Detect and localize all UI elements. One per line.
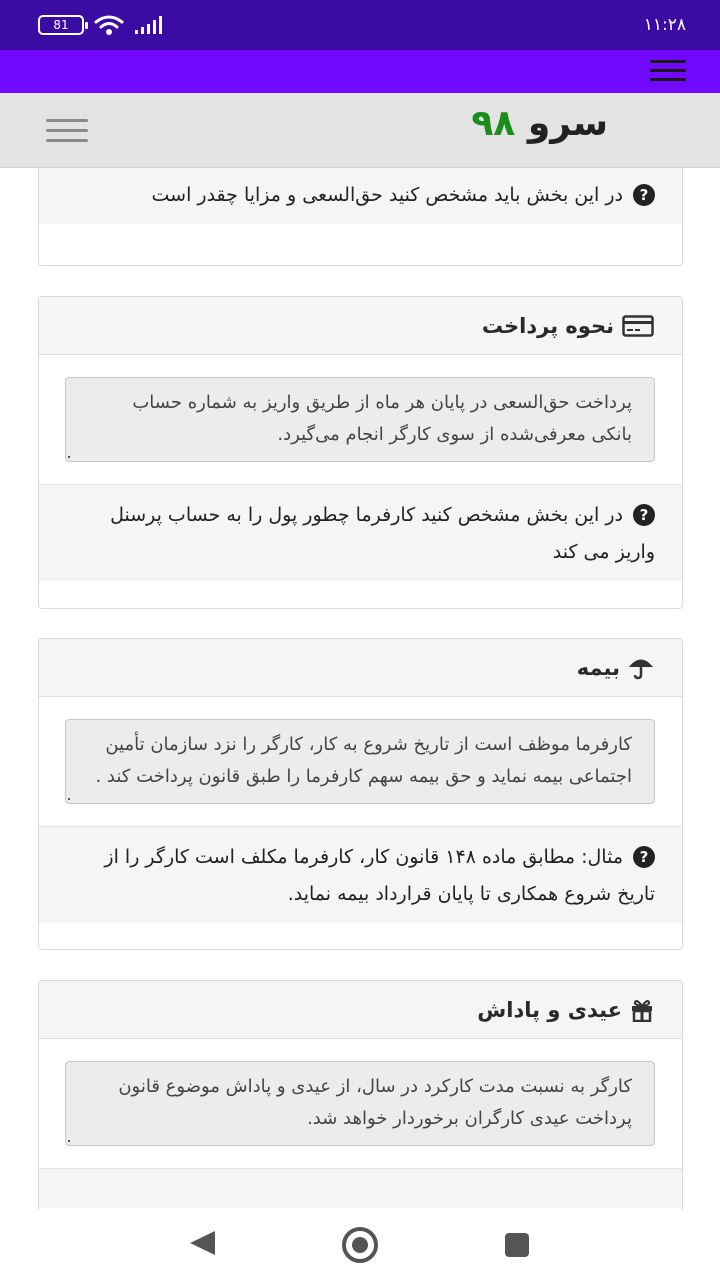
insurance-title: بیمه [576,655,620,680]
insurance-body [39,697,682,826]
question-circle-icon[interactable]: ? [633,184,655,206]
main-content[interactable] [0,168,720,1210]
home-icon[interactable] [342,1227,378,1263]
umbrella-icon [628,656,654,680]
status-icons [38,14,164,36]
battery-icon [38,15,84,35]
logo-word: سرو [527,103,608,144]
insurance-panel-header [39,639,682,697]
logo-number: ۹۸ [471,103,516,144]
bonus-title: عیدی و پاداش [477,997,622,1022]
status-bar [0,0,720,50]
insurance-textarea[interactable]: کارفرما موظف است از تاریخ شروع به کار، کارگر را نزد سازمان تأمین اجتماعی بیمه نماید و حق بیمه سهم کارفرما را طبق قانون پرداخت کند . [65,719,655,804]
question-circle-icon[interactable]: ? [633,846,655,868]
insurance-help-text: مثال: مطابق ماده ۱۴۸ قانون کار، کارفرما مکلف است کارگر را از تاریخ شروع همکاری تا پایان قرارداد بیمه نماید. [104,846,655,905]
status-time: ۱۱:۲۸ [643,15,686,35]
credit-card-icon [622,315,654,337]
salary-panel [38,168,683,266]
insurance-panel [38,638,683,950]
system-nav-bar [0,1210,720,1280]
question-circle-icon[interactable]: ? [633,504,655,526]
back-icon[interactable] [190,1231,215,1255]
payment-panel-header [39,297,682,355]
gift-icon [630,998,654,1022]
top-nav [0,50,720,93]
app-header [0,93,720,168]
payment-help [39,484,682,581]
payment-body [39,355,682,484]
salary-help-text: در این بخش باید مشخص کنید حق‌السعی و مزایا چقدر است [151,184,623,206]
bonus-panel-header [39,981,682,1039]
salary-help [39,168,682,224]
insurance-help [39,826,682,923]
bonus-help [39,1168,682,1208]
payment-textarea[interactable]: پرداخت حق‌السعی در پایان هر ماه از طریق واریز به شماره حساب بانکی معرفی‌شده از سوی کارگر انجام می‌گیرد. [65,377,655,462]
battery-level: 81 [53,18,69,32]
bonus-panel [38,980,683,1210]
payment-help-text: در این بخش مشخص کنید کارفرما چطور پول را به حساب پرسنل واریز می کند [110,504,655,563]
bonus-textarea[interactable]: کارگر به نسبت مدت کارکرد در سال، از عیدی و پاداش موضوع قانون پرداخت عیدی کارگران برخوردار خواهد شد. [65,1061,655,1146]
payment-title: نحوه پرداخت [481,313,614,338]
bonus-body [39,1039,682,1168]
wifi-icon [94,14,124,36]
menu-icon[interactable] [650,60,686,81]
signal-icon [134,15,164,35]
payment-panel [38,296,683,609]
logo[interactable] [471,103,608,144]
sidebar-menu-icon[interactable] [46,119,88,142]
recent-apps-icon[interactable] [505,1233,529,1257]
